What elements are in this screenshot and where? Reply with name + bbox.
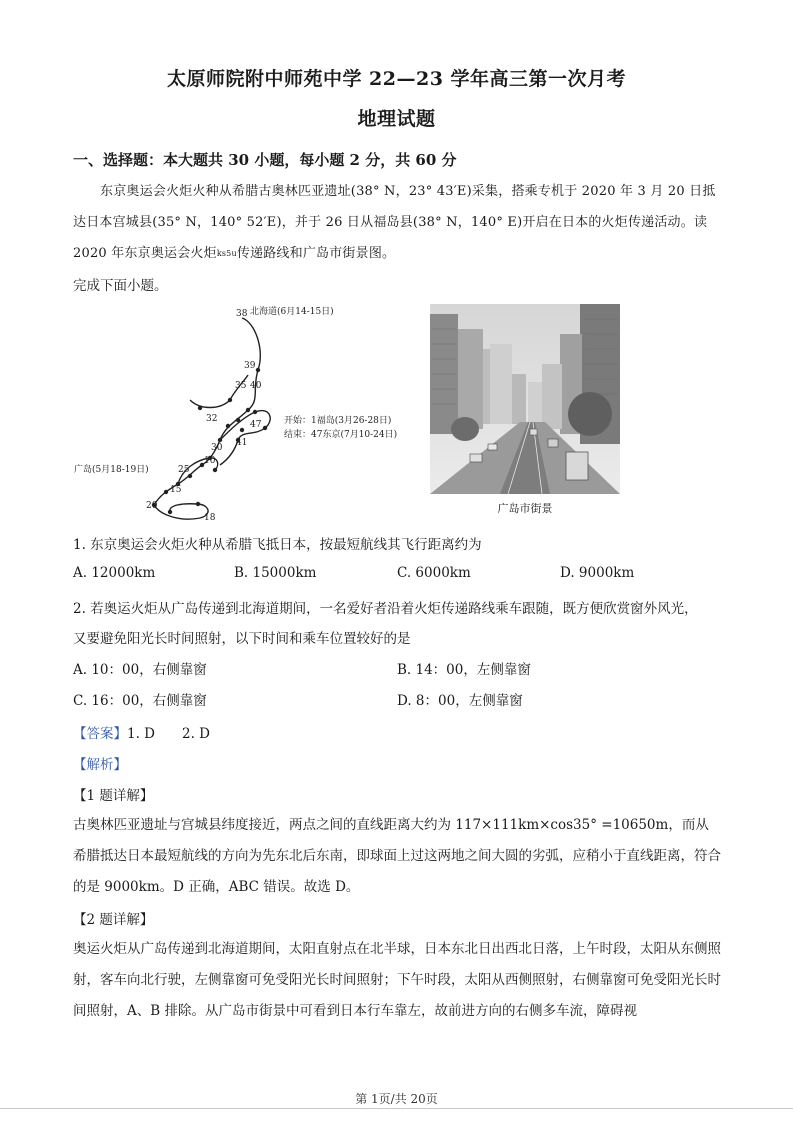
torch-route-map <box>70 300 415 530</box>
map-num-20: 20 <box>146 501 158 511</box>
map-num-35: 35 <box>235 381 247 391</box>
map-label-end: 结束：47东京(7月10-24日) <box>284 430 398 440</box>
task-line: 完成下面小题。 <box>73 278 168 294</box>
page-number: 第 1页/共 20页 <box>355 1092 438 1106</box>
detail-1-heading: 【1 题详解】 <box>73 788 154 804</box>
q2-option-d: D. 8：00，左侧靠窗 <box>397 693 523 709</box>
map-label-hokkaido: 北海道(6月14-15日) <box>250 307 334 317</box>
q2-option-c: C. 16：00，右侧靠窗 <box>73 693 207 709</box>
map-num-40: 40 <box>250 381 262 391</box>
map-num-32: 32 <box>206 414 218 424</box>
map-num-38: 38 <box>236 309 248 319</box>
detail-2-heading: 【2 题详解】 <box>73 912 154 928</box>
q1-option-b: B. 15000km <box>234 565 317 581</box>
route-line-main <box>154 318 260 505</box>
route-line-kyushu <box>154 504 208 519</box>
q2-option-b: B. 14：00，左侧靠窗 <box>397 662 531 678</box>
footer-divider <box>0 1108 793 1109</box>
question-2-stem-2: 又要避免阳光长时间照射，以下时间和乘车位置较好的是 <box>73 631 411 647</box>
q1-option-d: D. 9000km <box>560 565 635 581</box>
exam-title: 太原师院附中师苑中学 22—23 学年高三第一次月考 <box>166 68 627 90</box>
exam-subtitle: 地理试题 <box>357 108 436 130</box>
section-heading: 一、选择题：本大题共 30 小题，每小题 2 分，共 60 分 <box>73 151 457 169</box>
hiroshima-street-photo <box>430 304 620 494</box>
map-num-30: 30 <box>211 443 223 453</box>
answer-line <box>73 722 210 742</box>
detail-2-text: 奥运火炬从广岛传递到北海道期间，太阳直射点在北半球，日本东北日出西北日落，上午时段，太阳从东侧照射，客车向北行驶，左侧靠窗可免受阳光长时间照射；下午时段，太阳从西侧照射，右侧靠窗可免受阳光长时间照射，A、B 排除。从广岛市街景中可看到日本行车靠左，故前进方向的右侧多车流，障碍视 <box>73 941 721 1019</box>
analysis-label: 【解析】 <box>73 757 127 773</box>
map-num-18: 18 <box>204 513 216 523</box>
answer-label: 【答案】 <box>73 726 127 742</box>
map-label-hiroshima: 广岛(5月18-19日) <box>74 465 149 475</box>
route-line-north <box>190 375 248 408</box>
photo-caption: 广岛市街景 <box>497 502 553 515</box>
q1-option-c: C. 6000km <box>397 565 471 581</box>
intro-text: 东京奥运会火炬火种从希腊古奥林匹亚遗址(38° N，23° 43′E)采集，搭乘专机于 2020 年 3 月 20 日抵达日本宫城县(35° N，140° 52′E)，并于 26 日从福岛县(38° N，140° E)开启在日本的火炬传递活动。读 2020 年东京奥运会火炬 <box>73 184 716 261</box>
intro-text-2: 传递路线和广岛市街景图。 <box>236 246 396 261</box>
question-1-stem: 1. 东京奥运会火炬火种从希腊飞抵日本，按最短航线其飞行距离约为 <box>73 537 482 553</box>
q1-option-a: A. 12000km <box>73 565 156 581</box>
map-num-47: 47 <box>250 420 262 430</box>
watermark-mark: ks5u <box>216 249 237 258</box>
map-num-15: 15 <box>170 485 182 495</box>
question-2-stem-1: 2. 若奥运火炬从广岛传递到北海道期间，一名爱好者沿着火炬传递路线乘车跟随，既方便欣赏窗外风光， <box>73 601 698 617</box>
answer-text: 1. D 2. D <box>127 726 210 742</box>
detail-1-text: 古奥林匹亚遗址与宫城县纬度接近，两点之间的直线距离大约为 117×111km×cos35° =10650m，而从希腊抵达日本最短航线的方向为先东北后东南，即球面上过这两地之间大圆的劣弧，应稍小于直线距离，符合的是 9000km。D 正确，ABC 错误。故选 D。 <box>73 817 721 895</box>
q2-option-a: A. 10：00，右侧靠窗 <box>73 662 207 678</box>
map-num-39: 39 <box>244 361 256 371</box>
map-label-start: 开始：1福岛(3月26-28日) <box>284 416 392 426</box>
map-num-25: 25 <box>178 465 190 475</box>
intro-paragraph <box>73 176 721 269</box>
map-num-10: 10 <box>204 456 216 466</box>
map-num-41: 41 <box>236 438 248 448</box>
